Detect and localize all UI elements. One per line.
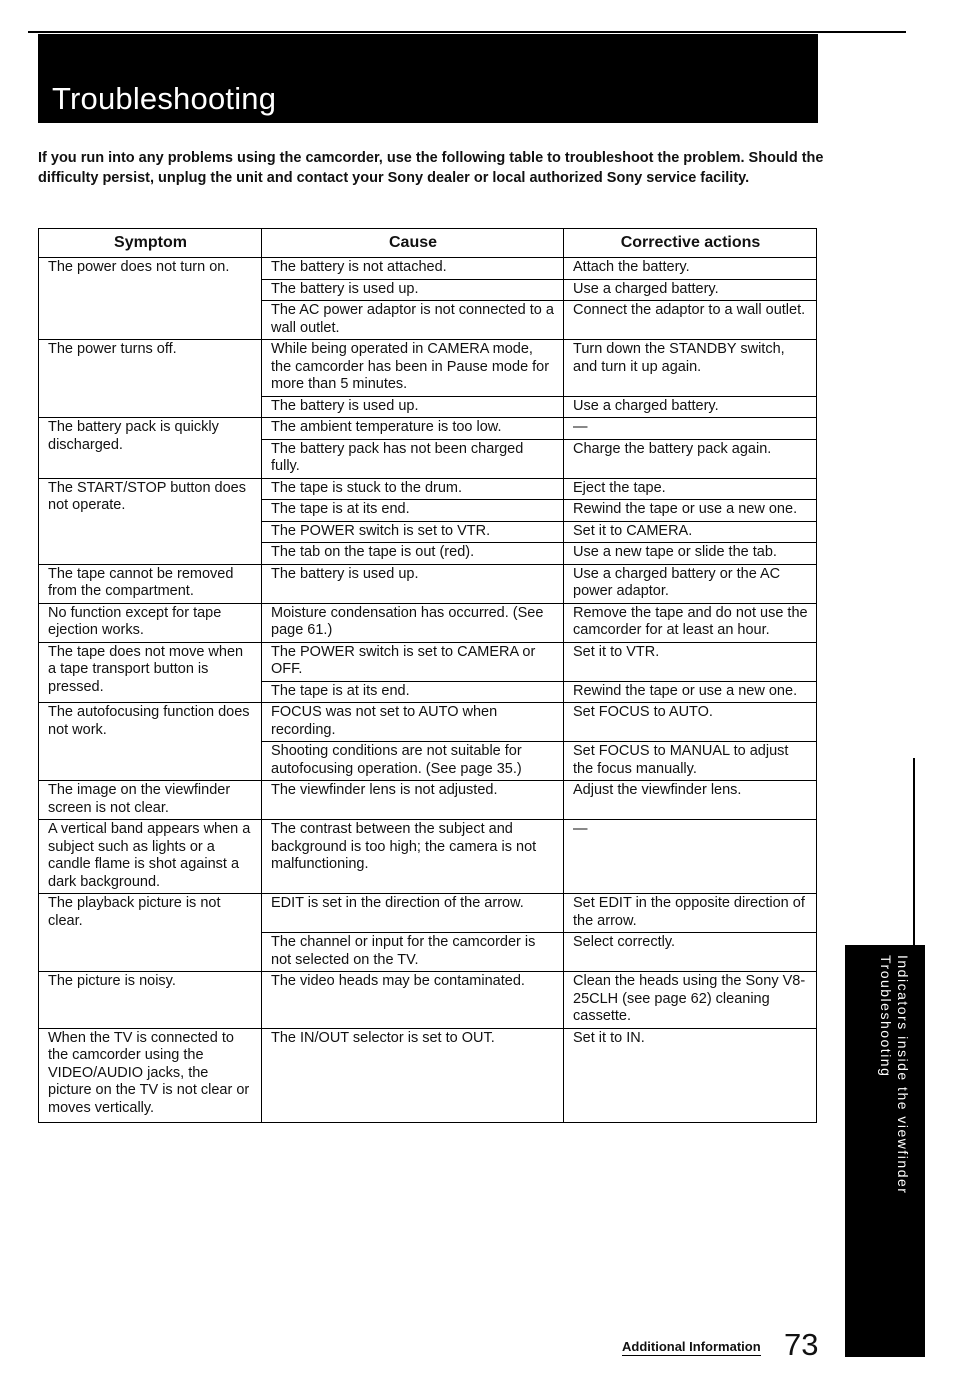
table-row <box>39 642 817 681</box>
action-cell: Use a charged battery. <box>564 396 817 418</box>
symptom-cell: The playback picture is not clear. <box>39 894 262 972</box>
table-row <box>39 820 817 894</box>
symptom-cell: The tape does not move when a tape transport button is pressed. <box>39 642 262 703</box>
page-title: Troubleshooting <box>52 81 277 116</box>
cause-cell: The video heads may be contaminated. <box>262 972 564 1029</box>
cause-cell: The battery is used up. <box>262 279 564 301</box>
action-cell: Connect the adaptor to a wall outlet. <box>564 301 817 340</box>
symptom-cell: The battery pack is quickly discharged. <box>39 418 262 479</box>
column-header-symptom: Symptom <box>39 229 262 258</box>
cause-cell: The viewfinder lens is not adjusted. <box>262 781 564 820</box>
table-row <box>39 894 817 933</box>
action-cell: Set FOCUS to MANUAL to adjust the focus manually. <box>564 742 817 781</box>
side-tab-line-1: Indicators inside the viewfinder <box>895 955 911 1195</box>
symptom-cell: The picture is noisy. <box>39 972 262 1029</box>
table-row <box>39 603 817 642</box>
footer-section-label: Additional Information <box>622 1339 761 1354</box>
action-cell: Adjust the viewfinder lens. <box>564 781 817 820</box>
symptom-cell: The power turns off. <box>39 340 262 418</box>
cause-cell: The tape is at its end. <box>262 681 564 703</box>
action-cell: Clean the heads using the Sony V8-25CLH (see page 62) cleaning cassette. <box>564 972 817 1029</box>
troubleshooting-table <box>38 228 817 1123</box>
side-tab-text <box>845 955 925 1355</box>
action-cell: Charge the battery pack again. <box>564 439 817 478</box>
action-cell: Rewind the tape or use a new one. <box>564 681 817 703</box>
action-cell: Set FOCUS to AUTO. <box>564 703 817 742</box>
table-row <box>39 781 817 820</box>
cause-cell: The POWER switch is set to VTR. <box>262 521 564 543</box>
column-header-corrective-actions: Corrective actions <box>564 229 817 258</box>
table-row <box>39 1028 817 1122</box>
cause-cell: The AC power adaptor is not connected to a wall outlet. <box>262 301 564 340</box>
top-rule <box>28 31 906 33</box>
table-row <box>39 258 817 280</box>
action-cell: Use a new tape or slide the tab. <box>564 543 817 565</box>
column-header-cause: Cause <box>262 229 564 258</box>
symptom-cell: The tape cannot be removed from the compartment. <box>39 564 262 603</box>
action-cell-dash: — <box>564 418 817 440</box>
cause-cell: The battery is used up. <box>262 564 564 603</box>
action-cell-dash: — <box>564 820 817 894</box>
action-cell: Set it to CAMERA. <box>564 521 817 543</box>
cause-cell: The contrast between the subject and background is too high; the camera is not malfunctioning. <box>262 820 564 894</box>
table-row <box>39 972 817 1029</box>
cause-cell: FOCUS was not set to AUTO when recording. <box>262 703 564 742</box>
cause-cell: The channel or input for the camcorder is not selected on the TV. <box>262 933 564 972</box>
cause-cell: The POWER switch is set to CAMERA or OFF. <box>262 642 564 681</box>
cause-cell: Moisture condensation has occurred. (See page 61.) <box>262 603 564 642</box>
action-cell: Rewind the tape or use a new one. <box>564 500 817 522</box>
cause-cell: EDIT is set in the direction of the arrow. <box>262 894 564 933</box>
side-vertical-rule <box>913 758 915 945</box>
table-row <box>39 478 817 500</box>
cause-cell: The tab on the tape is out (red). <box>262 543 564 565</box>
title-bar <box>38 34 818 123</box>
cause-cell: The tape is stuck to the drum. <box>262 478 564 500</box>
symptom-cell: The power does not turn on. <box>39 258 262 340</box>
cause-cell: Shooting conditions are not suitable for autofocusing operation. (See page 35.) <box>262 742 564 781</box>
action-cell: Set EDIT in the opposite direction of the arrow. <box>564 894 817 933</box>
action-cell: Remove the tape and do not use the camcorder for at least an hour. <box>564 603 817 642</box>
symptom-cell: The image on the viewfinder screen is not clear. <box>39 781 262 820</box>
symptom-cell: The autofocusing function does not work. <box>39 703 262 781</box>
action-cell: Eject the tape. <box>564 478 817 500</box>
symptom-cell: When the TV is connected to the camcorder using the VIDEO/AUDIO jacks, the picture on the TV is not clear or moves vertically. <box>39 1028 262 1122</box>
symptom-cell: The START/STOP button does not operate. <box>39 478 262 564</box>
intro-paragraph: If you run into any problems using the camcorder, use the following table to troubleshoot the problem. Should the difficulty persist, unplug the unit and contact your Sony dealer or local authorized Sony service facility. <box>38 150 824 186</box>
cause-cell: The tape is at its end. <box>262 500 564 522</box>
table-row <box>39 703 817 742</box>
cause-cell: The battery is not attached. <box>262 258 564 280</box>
symptom-cell: A vertical band appears when a subject such as lights or a candle flame is shot against a dark background. <box>39 820 262 894</box>
table-header-row <box>39 229 817 258</box>
cause-cell: While being operated in CAMERA mode, the camcorder has been in Pause mode for more than 5 minutes. <box>262 340 564 397</box>
cause-cell: The ambient temperature is too low. <box>262 418 564 440</box>
action-cell: Turn down the STANDBY switch, and turn it up again. <box>564 340 817 397</box>
action-cell: Select correctly. <box>564 933 817 972</box>
table-row <box>39 418 817 440</box>
page-number: 73 <box>784 1327 819 1362</box>
symptom-cell: No function except for tape ejection works. <box>39 603 262 642</box>
cause-cell: The IN/OUT selector is set to OUT. <box>262 1028 564 1122</box>
side-tab-line-2: Troubleshooting <box>878 955 894 1078</box>
cause-cell: The battery pack has not been charged fully. <box>262 439 564 478</box>
action-cell: Attach the battery. <box>564 258 817 280</box>
table-row <box>39 340 817 397</box>
action-cell: Use a charged battery or the AC power adaptor. <box>564 564 817 603</box>
cause-cell: The battery is used up. <box>262 396 564 418</box>
table-row <box>39 564 817 603</box>
action-cell: Set it to VTR. <box>564 642 817 681</box>
action-cell: Set it to IN. <box>564 1028 817 1122</box>
chapter-side-tab <box>845 945 925 1357</box>
action-cell: Use a charged battery. <box>564 279 817 301</box>
